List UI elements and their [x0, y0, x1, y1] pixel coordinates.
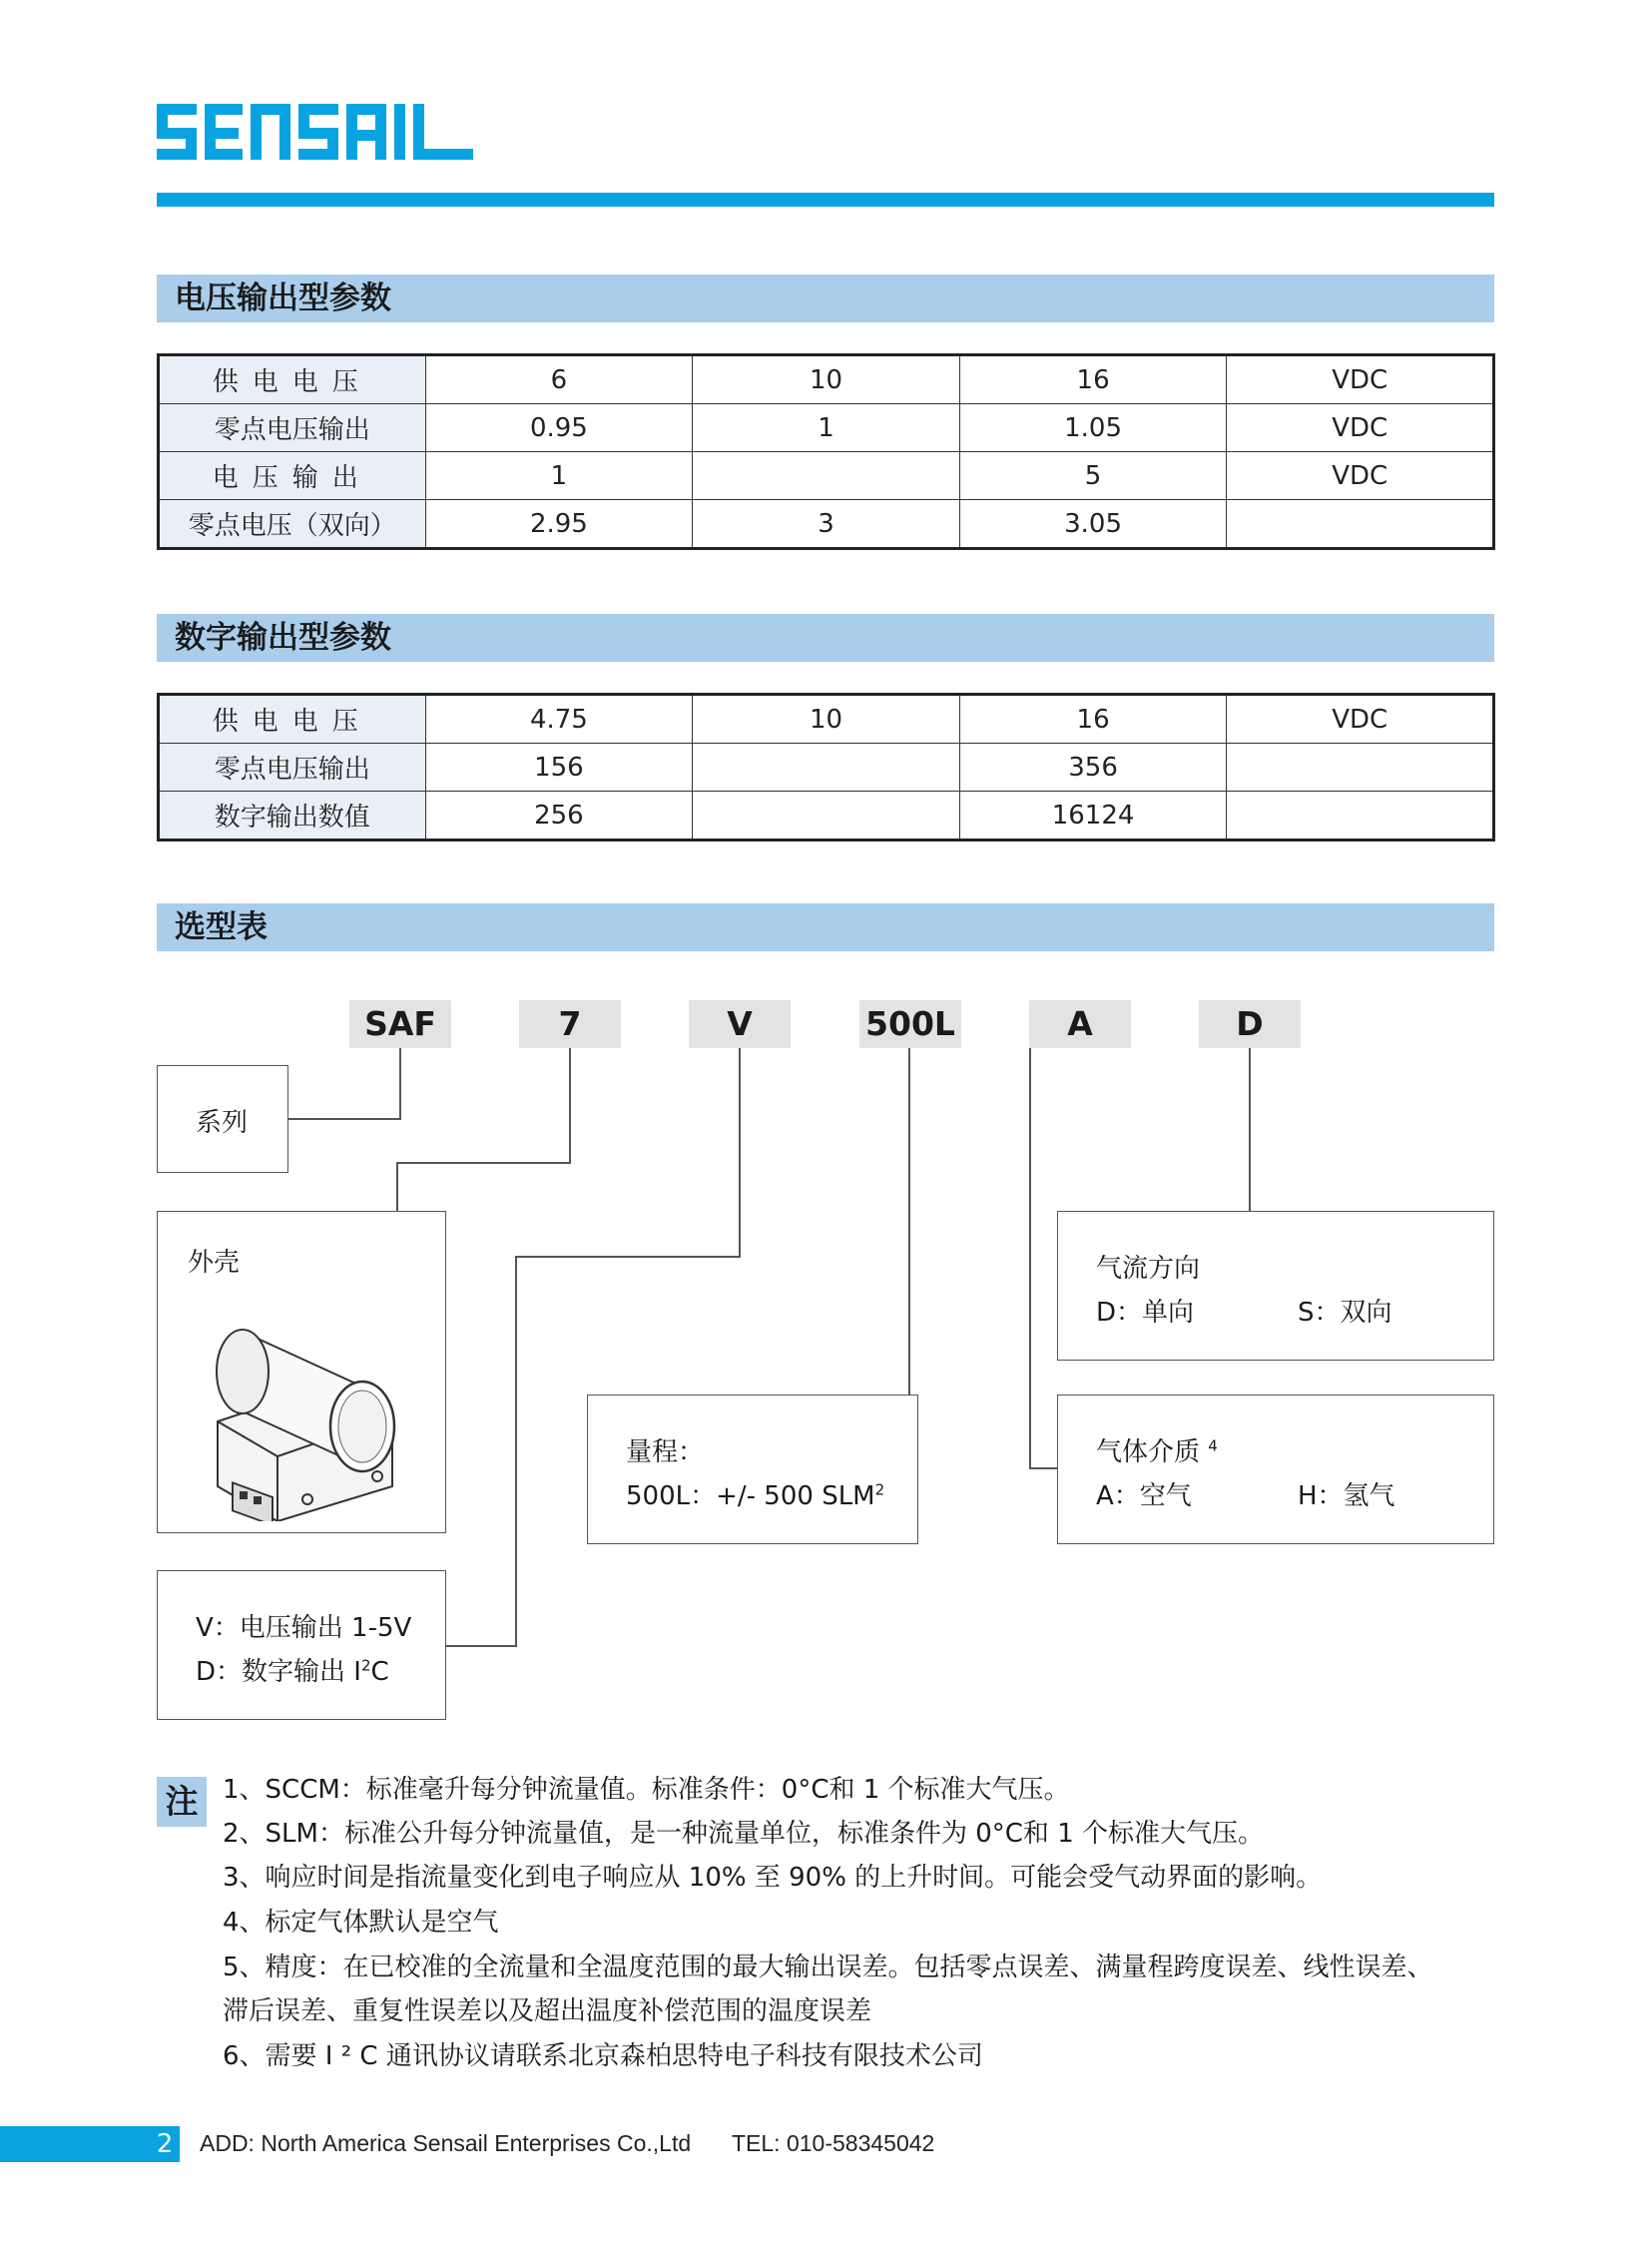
code-direction: D: [1199, 1000, 1301, 1048]
digital-section-title: 数字输出型参数: [157, 614, 1494, 662]
table-cell: 256: [425, 792, 693, 840]
footer-address: ADD: North America Sensail Enterprises Co.,Ltd: [200, 2130, 692, 2156]
connector-line: [908, 1048, 910, 1395]
table-row: [159, 695, 1494, 744]
table-cell: 3.05: [959, 500, 1227, 549]
table-row: [159, 500, 1494, 549]
connector-line: [739, 1048, 741, 1258]
sensail-logo-icon: [157, 100, 476, 170]
gas-hydrogen: H：氢气: [1298, 1481, 1395, 1511]
output-digital-text: D：数字输出 $I^2C$: [196, 1656, 389, 1687]
connector-line: [515, 1256, 517, 1647]
table-cell: 3: [693, 500, 960, 549]
notes-mark: 注: [157, 1777, 207, 1827]
row-label: 供电电压: [159, 355, 426, 404]
code-output: V: [689, 1000, 791, 1048]
range-box: [587, 1395, 918, 1544]
code-range: 500L: [859, 1000, 961, 1048]
sensor-housing-icon: [188, 1272, 427, 1521]
table-row: [159, 355, 1494, 404]
table-cell: 0.95: [425, 404, 693, 452]
table-cell: 1: [693, 404, 960, 452]
table-cell: [693, 792, 960, 840]
housing-box: [157, 1211, 446, 1533]
connector-line: [515, 1256, 741, 1258]
header-rule: [157, 193, 1494, 207]
gas-title: 气体介质 $^4$: [1096, 1436, 1218, 1467]
row-label: 数字输出数值: [159, 792, 426, 840]
table-cell: 16124: [959, 792, 1227, 840]
range-title: 量程：: [626, 1437, 705, 1467]
output-box: [157, 1570, 446, 1720]
table-cell: 156: [425, 744, 693, 792]
note-item: 5、精度：在已校准的全流量和全温度范围的最大输出误差。包括零点误差、满量程跨度误差、线性误差、: [223, 1953, 1433, 1982]
connector-line: [287, 1118, 401, 1120]
housing-label: 外壳: [188, 1248, 241, 1278]
connector-line: [399, 1048, 401, 1120]
code-housing: 7: [519, 1000, 621, 1048]
gas-medium-box: [1057, 1395, 1494, 1544]
note-item: 滞后误差、重复性误差以及超出温度补偿范围的温度误差: [223, 1996, 872, 2026]
connector-line: [444, 1645, 517, 1647]
code-gas: A: [1029, 1000, 1131, 1048]
table-cell: 10: [693, 355, 960, 404]
selection-section-title: 选型表: [157, 903, 1494, 951]
note-item: 6、需要 I ² C 通讯协议请联系北京森柏思特电子科技有限技术公司: [223, 2041, 983, 2071]
note-item: 1、SCCM：标准毫升每分钟流量值。标准条件：0°C和 1 个标准大气压。: [223, 1775, 1070, 1805]
table-row: [159, 404, 1494, 452]
connector-line: [1029, 1467, 1057, 1469]
row-label: 电压输出: [159, 452, 426, 500]
note-item: 4、标定气体默认是空气: [223, 1908, 499, 1938]
table-cell: 16: [959, 355, 1227, 404]
table-cell: VDC: [1227, 452, 1494, 500]
table-cell: [693, 452, 960, 500]
table-cell: 2.95: [425, 500, 693, 549]
range-value: 500L：+/- 500 SLM$^2$: [626, 1480, 885, 1511]
gas-air: A：空气: [1096, 1481, 1192, 1511]
brand-logo: [157, 100, 476, 170]
table-cell: VDC: [1227, 355, 1494, 404]
connector-line: [396, 1162, 571, 1164]
connector-line: [396, 1162, 398, 1212]
table-cell: 1.05: [959, 404, 1227, 452]
flow-title: 气流方向: [1096, 1254, 1201, 1284]
flow-one-way: D：单向: [1096, 1298, 1195, 1328]
flow-direction-box: [1057, 1211, 1494, 1361]
table-cell: 356: [959, 744, 1227, 792]
table-cell: 1: [425, 452, 693, 500]
table-cell: 10: [693, 695, 960, 744]
table-cell: 6: [425, 355, 693, 404]
voltage-section-title: 电压输出型参数: [157, 275, 1494, 322]
table-cell: 4.75: [425, 695, 693, 744]
row-label: 零点电压（双向）: [159, 500, 426, 549]
table-cell: [1227, 792, 1494, 840]
code-series: SAF: [349, 1000, 451, 1048]
table-cell: [693, 744, 960, 792]
table-cell: VDC: [1227, 695, 1494, 744]
row-label: 供电电压: [159, 695, 426, 744]
table-cell: VDC: [1227, 404, 1494, 452]
output-voltage-text: V：电压输出 1-5V: [196, 1613, 412, 1643]
series-label: 系列: [196, 1108, 249, 1138]
flow-two-way: S：双向: [1298, 1298, 1392, 1328]
table-row: [159, 452, 1494, 500]
table-cell: 16: [959, 695, 1227, 744]
table-cell: [1227, 744, 1494, 792]
row-label: 零点电压输出: [159, 404, 426, 452]
digital-params-table: [157, 693, 1495, 841]
note-item: 3、响应时间是指流量变化到电子响应从 10% 至 90% 的上升时间。可能会受气动界面的影响。: [223, 1863, 1323, 1893]
table-row: [159, 792, 1494, 840]
connector-line: [1029, 1048, 1031, 1469]
note-item: 2、SLM：标准公升每分钟流量值，是一种流量单位，标准条件为 0°C和 1 个标准大气压。: [223, 1819, 1264, 1849]
connector-line: [1249, 1048, 1251, 1212]
connector-line: [569, 1048, 571, 1164]
voltage-params-table: [157, 353, 1495, 550]
table-cell: [1227, 500, 1494, 549]
page-number: 2: [156, 2129, 174, 2159]
table-row: [159, 744, 1494, 792]
footer-tel: TEL: 010-58345042: [732, 2130, 935, 2156]
table-cell: 5: [959, 452, 1227, 500]
row-label: 零点电压输出: [159, 744, 426, 792]
series-box: [157, 1065, 288, 1173]
